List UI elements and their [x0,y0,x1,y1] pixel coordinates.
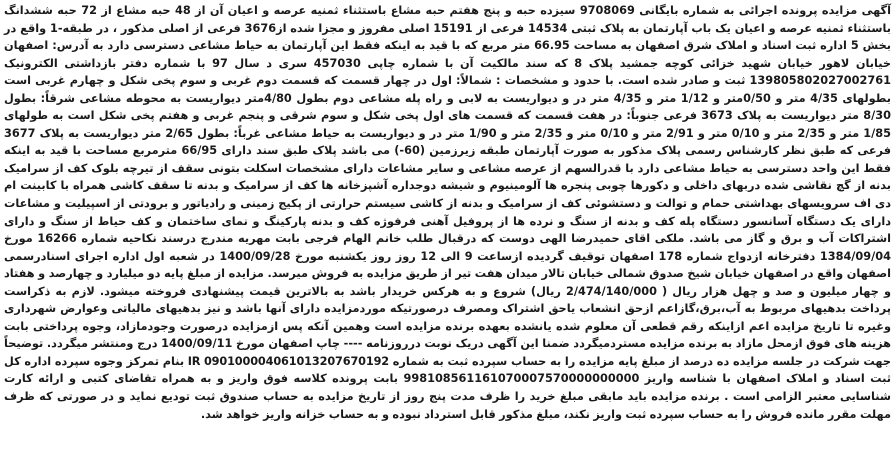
notice-paragraph-terms: ملکی اقای حمیدرضا الهی دوست که درقبال طلب خانم الهام فرجی بابت مهریه مندرج درسند نکاحیه شماره 16266 مورخ 1384/09/04 دفترخانه ازدواج شماره 178 اصفهان توقیف گردیده ازساعت 9 الی 12 روز روز یکشنبه مورخ 1400/09/28 در شعبه اول اداره اجرای اسنادرسمی اصفهان واقع در اصفهان خیابان شیخ صدوق شمالی خیابان تالار میدان هفت تیر از طریق مزایده به فروش میرسد. مزایده از مبلغ پایه دو میلیارد و چهارصد و هفتاد و چهار میلیون و صد و چهل هزار ریال ( 2/474/140/000 ریال) شروع و به هرکس خریدار باشد به بالاترین قیمت پیشنهادی فروخته میشود. لازم به ذکراست پرداخت بدهیهای مربوط به آب،برق،گازاعم ازحق انشعاب یاحق اشتراک ومصرف درصورتیکه موردمزایده دارای آنها باشد و نیز بدهیهای مالیاتی وعوارض شهرداری وغیره تا تاریخ مزایده اعم ازاینکه رقم قطعی آن معلوم شده یانشده بعهده برنده مزایده است وهمین آنکه پس ازمزایده درصورت وجودمازاد، وجوه پرداختی بابت هزینه های فوق ازمحل مازاد به برنده مزایده مستردمیگردد ضمنا این آگهی دریک نوبت درروزنامه ---- چاپ اصفهان مورخ 1400/09/11 درج ومنتشر میگردد. توضیحاً جهت شرکت در جلسه مزایده ده درصد از مبلغ پایه مزایده را به حساب سپرده ثبت به شماره IR 090100004061013207670192 بنام تمرکز وجوه سپرده اداره کل ثبت اسناد و املاک اصفهان با شناسه واریز 998108561161070007570000000000 بابت پرونده کلاسه فوق واریز و به همراه تقاضای کتبی و ارائه کارت شناسایی معتبر الزامی است . برنده مزایده باید مابقی مبلغ خرید را ظرف مدت پنج روز از تاریخ مزایده به حساب صندوق ثبت تودیع نماید و در صورتی که ظرف مهلت مقرر مانده فروش را به حساب سپرده ثبت واریز نکند، مبلغ مذکور قابل استرداد نبوده و به حساب خزانه واریز خواهد شد. [4,232,891,421]
notice-paragraph-boundaries: شمالاً: اول در چهار قسمت که قسمت دوم غربی و سوم پخی شکل و چهارم غربی است بطولهای 4/35 متر و 0/50متر و 1/12 متر و 4/35 متر در و دیواریست به لابی و راه پله مشاعی دوم بطول 4/80متر دیواریست به محوطه مشاعی شرقاً: بطول 8/30 متر دیواریست به پلاک 3673 فرعی جنوباً: در هفت قسمت که قسمت های اول پخی شکل و سوم شرقی و پنجم غربی و هفتم پخی شکل است به طولهای 1/85 متر و 2/35 متر و 0/10 متر و 2/91 متر و 0/10 متر و 2/35 متر و 1/90 متر در و دیواریست به حیاط مشاعی غرباً: بطول 2/65 متر دیواریست به پلاک 3677 فرعی که طبق نظر کارشناس رسمی پلاک مذکور به صورت آپارتمان طبقه زیرزمین (60-) می باشد پلاک طبق سند دارای 66/95 مترمربع مساحت با قید به اینکه فقط این واحد دسترسی به حیاط مشاعی دارد با قدرالسهم از عرصه مشاعی و سایر مشاعات دارای مشخصات اسکلت بتونی سقف از تیرچه بلوک کف از سرامیک بدنه از گچ نقاشی شده دربهای داخلی و دکورها چوبی پنجره ها آلومینیوم و شیشه دوجداره آشپزخانه ها کف از سرامیک و بدنه تا سقف کاشی همراه با کابینت ام دی اف سرویسهای بهداشتی حمام و توالت و دستشوئی کف از سرامیک و بدنه از کاشی سیستم حرارتی از پکیج زمینی و رادیاتور و برودتی از اسپیلیت و مشاعات دارای یک دستگاه آسانسور دستگاه پله کف و بدنه از سنگ و نرده ها از پروفیل آهنی فرفوژه کف و بدنه پارکینگ و نمای ساختمان و کف حیاط از سنگ و دارای اشتراکات آب و برق و گاز می باشد. [4,74,892,246]
notice-paragraph-intro: آگهی مزایده پرونده اجرائی به شماره بایگانی 9708069 سیزده حبه و پنج هفتم حبه مشاع باستثناء ثمنیه عرصه و اعیان آن از 48 حبه مشاع از 72 حبه ششدانگ باستثناء ثمنیه عرصه و اعیان یک باب آپارتمان به پلاک ثبتی 14534 فرعی از 15191 اصلی مفروز و مجزا شده از3676 فرعی از اصلی مذکور ، در طبقه-1 واقع در بخش 5 اداره ثبت اسناد و املاک شرق اصفهان به مساحت 66.95 متر مربع که با قید به اینکه فقط این آپارتمان به حیاط مشاعی دسترسی دارد به آدرس: اصفهان خیابان لاهور خیابان شهید خزائی کوچه جمشید پلاک 8 که سند مالکیت آن با شماره چاپی 457030 سری د سال 97 با شماره دفتر بازداشتی الکترونیک 139805802027002761 ثبت و صادر شده است. با حدود و مشخصات : [4,4,891,88]
